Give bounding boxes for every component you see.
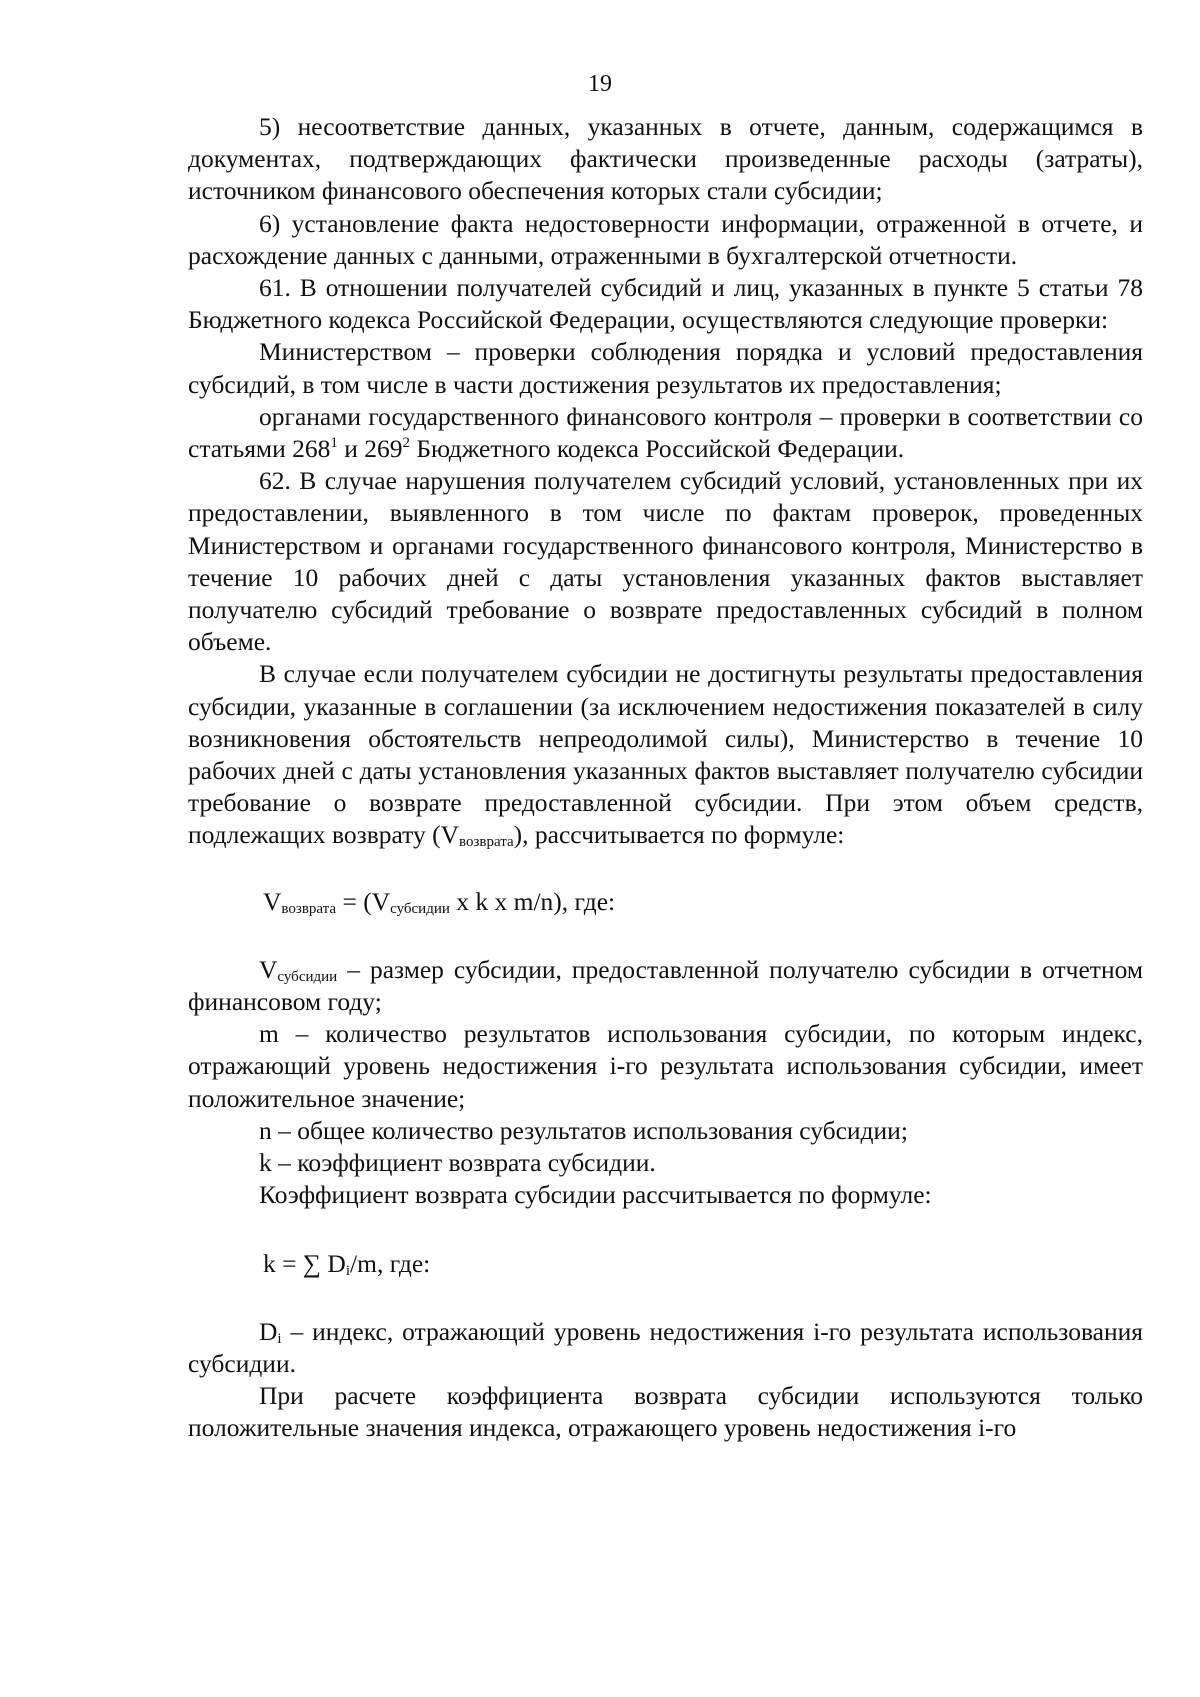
subscript: i xyxy=(277,1330,282,1347)
formula-segment: = (V xyxy=(336,886,391,916)
formula-segment: /m, где: xyxy=(350,1248,431,1278)
paragraph-ministry-checks: Министерством – проверки соблюдения порядка и условий предоставления субсидий, в том числе в части достижения результатов их предоставления; xyxy=(188,337,1143,399)
paragraph-item-6: 6) установление факта недостоверности информации, отраженной в отчете, и расхождение данных с данными, отраженными в бухгалтерской отчетности. xyxy=(188,208,1143,270)
paragraph-results-not-achieved xyxy=(188,658,1143,851)
subscript: возврата xyxy=(281,900,337,917)
subscript: i xyxy=(345,1262,351,1279)
formula-segment: V xyxy=(263,886,282,916)
subscript: субсидии xyxy=(390,900,450,917)
paragraph-positive-values: При расчете коэффициента возврата субсидии используются только положительные значения индекса, отражающего уровень недостижения i-го xyxy=(188,1381,1143,1443)
paragraph-financial-control-checks xyxy=(188,401,1143,465)
paragraph-di-definition xyxy=(188,1316,1143,1380)
paragraph-item-5: 5) несоответствие данных, указанных в отчете, данным, содержащимся в документах, подтверждающих фактически произведенные расходы (затраты), источником финансового обеспечения которых стали субсидии; xyxy=(188,112,1143,206)
text-segment: ), рассчитывается по формуле: xyxy=(513,820,845,850)
superscript: 2 xyxy=(402,435,410,452)
formula-segment: x k x m/n), где: xyxy=(449,886,616,916)
text-segment: В случае если получателем субсидии не достигнуты результаты предоставления субсидии, указанные в соглашении (за исключением недостижения показателей в силу возникновения обстоятельств непреодолимой силы), Министерство в течение 10 рабочих дней с даты установления указанных фактов выставляет получателю субсидии требование о возврате предоставленной субсидии. При этом объем средств, подлежащих возврату (V xyxy=(188,659,1143,850)
paragraph-k-definition: k – коэффициент возврата субсидии. xyxy=(259,1148,656,1178)
formula-coefficient xyxy=(263,1248,1143,1280)
paragraph-61: 61. В отношении получателей субсидий и лиц, указанных в пункте 5 статьи 78 Бюджетного кодекса Российской Федерации, осуществляются следующие проверки: xyxy=(188,273,1143,335)
text-segment: D xyxy=(259,1316,278,1346)
paragraph-62: 62. В случае нарушения получателем субсидий условий, установленных при их предоставлении, выявленного в том числе по фактам проверок, проведенных Министерством и органами государственного финансового контроля, Министерство в течение 10 рабочих дней с даты установления указанных фактов выставляет получателю субсидий требование о возврате предоставленных субсидий в полном объеме. xyxy=(188,466,1143,657)
text-segment: органами государственного финансового контроля – проверки в соответствии со статьями 268 xyxy=(188,401,1143,464)
text-segment: V xyxy=(259,954,278,984)
paragraph-v-subsidy-definition xyxy=(188,954,1143,1018)
paragraph-m-definition: m – количество результатов использования субсидии, по которым индекс, отражающий уровень недостижения i-го результата использования субсидии, имеет положительное значение; xyxy=(188,1019,1143,1113)
subscript: субсидии xyxy=(277,968,338,985)
page-number: 19 xyxy=(588,71,612,97)
formula-refund-volume xyxy=(263,886,1143,918)
text-segment: Бюджетного кодекса Российской Федерации. xyxy=(410,434,905,464)
subscript: возврата xyxy=(459,834,514,851)
paragraph-n-definition: n – общее количество результатов использования субсидии; xyxy=(259,1115,908,1145)
paragraph-coefficient-intro: Коэффициент возврата субсидии рассчитывается по формуле: xyxy=(259,1180,932,1210)
superscript: 1 xyxy=(330,435,338,452)
text-segment: – размер субсидии, предоставленной получателю субсидии в отчетном финансовом году; xyxy=(188,954,1143,1017)
text-segment: и 269 xyxy=(337,434,403,464)
text-segment: – индекс, отражающий уровень недостижения i-го результата использования субсидии. xyxy=(188,1316,1143,1378)
document-body xyxy=(188,111,1143,1445)
formula-segment: k = ∑ D xyxy=(263,1248,346,1278)
